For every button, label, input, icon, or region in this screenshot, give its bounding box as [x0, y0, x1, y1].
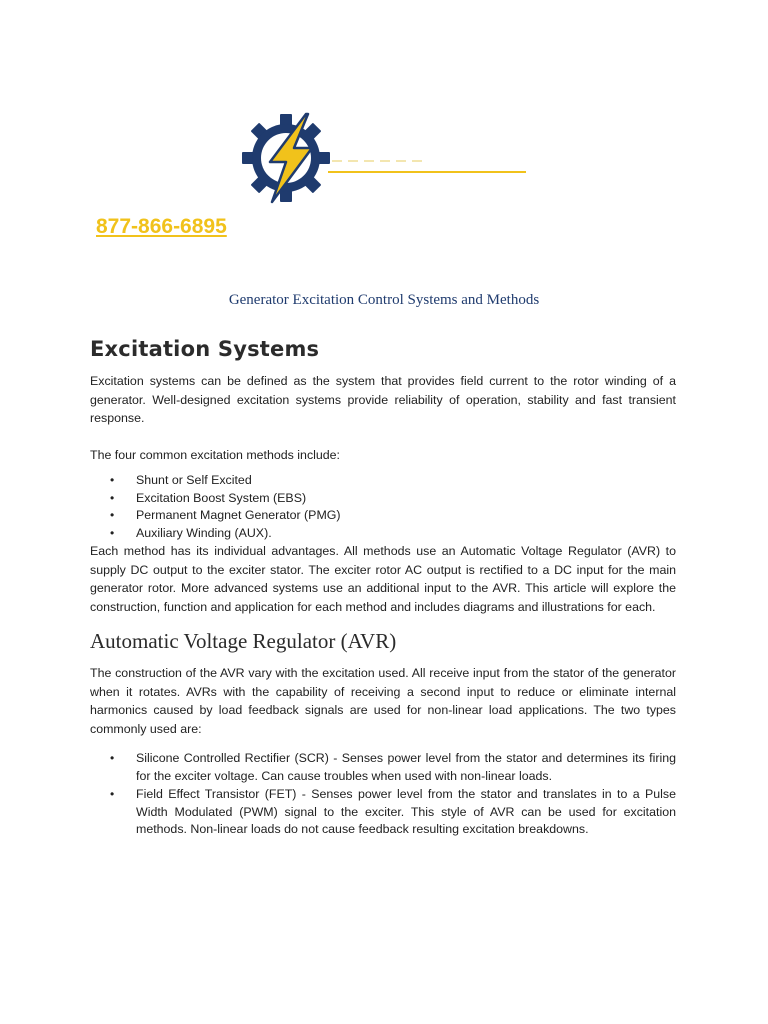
document-subtitle: Generator Excitation Control Systems and Methods	[228, 292, 540, 308]
list-item: • Field Effect Transistor (FET) - Senses power level from the stator and translates in to a Pulse Width Modulated (PWM) signal to the exciter. This style of AVR can be used for excitation methods. Non-linear loads do not cause feedback resulting excitation breakdowns.	[136, 786, 676, 839]
avr-types-list	[90, 750, 676, 839]
paragraph-avr-intro: The construction of the AVR vary with the excitation used. All receive input from the stator of the generator when it rotates. AVRs with the capability of receiving a second input to reduce or eliminate internal harmonics caused by load feedback signals are used for non-linear load applications. The two types commonly used are:	[90, 666, 676, 736]
phone-number-link[interactable]: 877-866-6895	[96, 215, 227, 238]
methods-list	[90, 472, 676, 542]
list-item: • Auxiliary Winding (AUX).	[136, 525, 676, 543]
paragraph-intro: Excitation systems can be defined as the system that provides field current to the rotor winding of a generator. Well-designed excitation systems provide reliability of operation, stability and fast transient response.	[90, 374, 676, 425]
list-item: • Shunt or Self Excited	[136, 472, 676, 490]
section-heading-avr: Automatic Voltage Regulator (AVR)	[90, 629, 397, 653]
article-content	[90, 336, 676, 840]
list-item: • Excitation Boost System (EBS)	[136, 490, 676, 508]
section-heading-excitation-systems: Excitation Systems	[90, 337, 320, 361]
list-item: • Permanent Magnet Generator (PMG)	[136, 507, 676, 525]
paragraph-methods-intro: The four common excitation methods include:	[90, 447, 341, 462]
list-item: • Silicone Controlled Rectifier (SCR) - Senses power level from the stator and determines its firing for the exciter voltage. Can cause troubles when used with non-linear loads.	[136, 750, 676, 785]
company-logo	[242, 112, 532, 204]
paragraph-summary: Each method has its individual advantages. All methods use an Automatic Voltage Regulator (AVR) to supply DC output to the exciter stator. The exciter rotor AC output is rectified to a DC input for the main generator rotor. More advanced systems use an additional input to the AVR. This article will explore the construction, function and application for each method and includes diagrams and illustrations for each.	[90, 544, 676, 614]
gear-lightning-icon	[242, 112, 532, 204]
